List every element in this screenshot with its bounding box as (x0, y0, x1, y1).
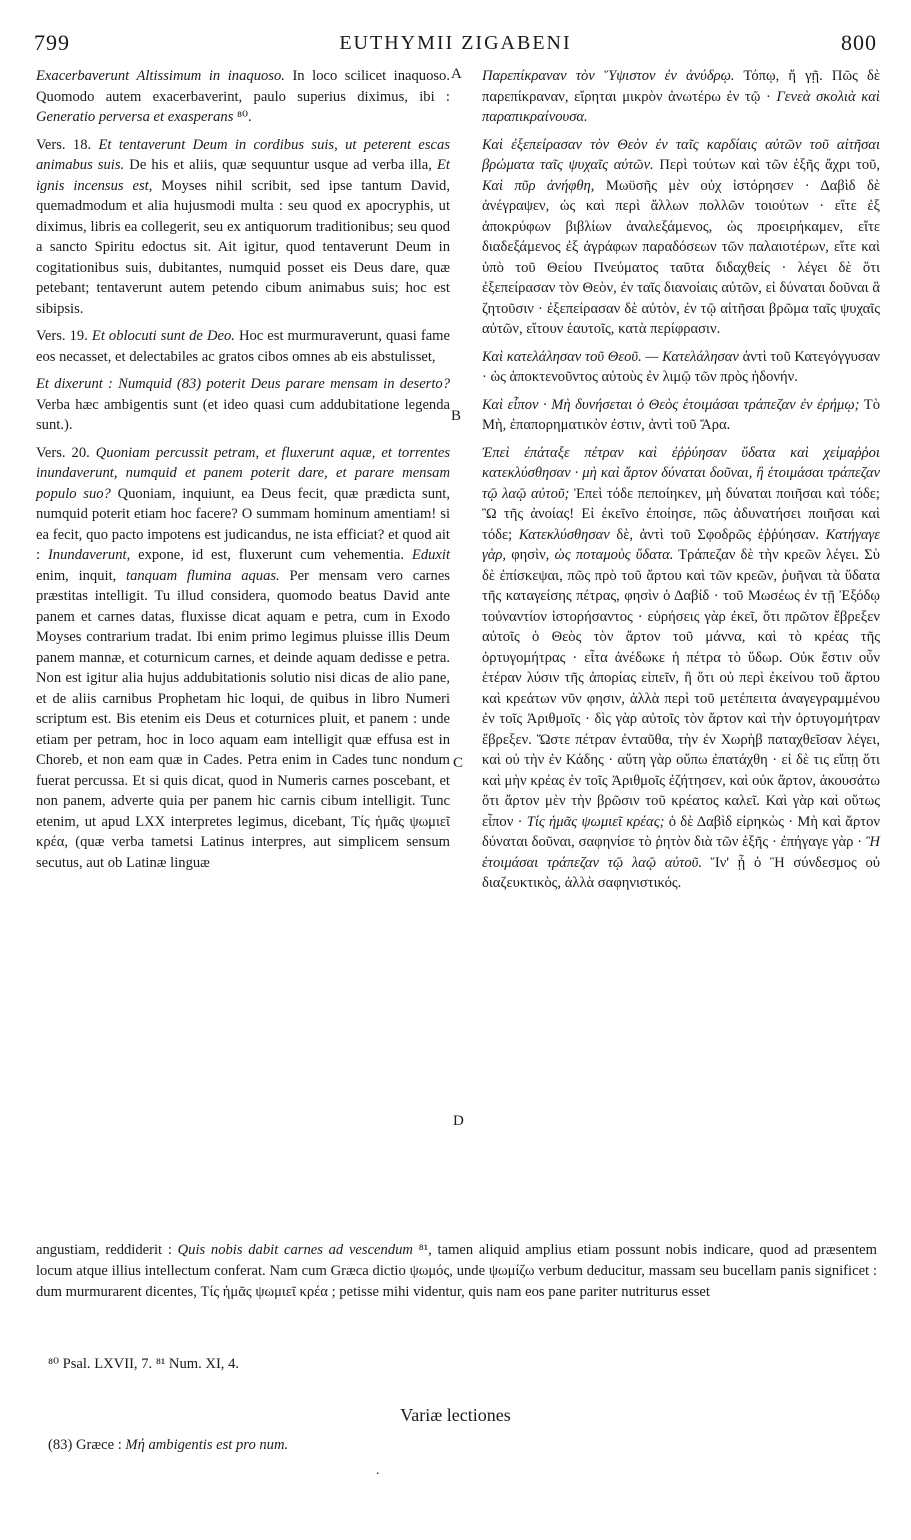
commentary-text: Ἐπεὶ τόδε πεποίηκεν, μὴ δύναται ποιῆσαι καὶ τόδε; Ὢ τῆς ἀνοίας! Εἰ ἐκεῖνο ἐποίησε, πῶς ἀδυνατήσει ποιῆσαι καὶ τόδε; (482, 485, 880, 543)
variae-lectiones-note (48, 1437, 288, 1454)
verse-quote: Et dixerunt : Numquid (83) poterit Deus parare mensam in deserto? (36, 376, 450, 392)
verse-quote: Ἐπεὶ ἐπάταξε πέτραν καὶ ἐῤῥύησαν ὕδατα καὶ χείμαῤῥοι κατεκλύσθησαν · μὴ καὶ ἄρτον δύναται δοῦναι, ἢ ἑτοιμάσαι τράπεζαν τῷ λαῷ αὐτοῦ; (482, 444, 880, 502)
page-number-left: 799 (34, 30, 70, 55)
verse-quote: Inundaverunt (47, 547, 127, 563)
full-width-continuation (36, 1240, 877, 1303)
commentary-text: δὲ, ἀντὶ τοῦ Σφοδρῶς ἐῤῥύησαν. (609, 526, 826, 543)
section-marker-a: A (451, 66, 462, 82)
verse-quote: Καὶ ἐξεπείρασαν τὸν Θεὸν ἐν ταῖς καρδίαις αὐτῶν τοῦ αἰτῆσαι βρώματα ταῖς ψυχαῖς αὐτῶν. (482, 136, 880, 173)
verse-quote: Κατεκλύσθησαν (518, 526, 610, 543)
greek-paragraph-2 (482, 135, 880, 340)
commentary-text: ἀντὶ τοῦ Κατεγόγγυσαν · ὡς ἀποκτενοῦντος αὐτοὺς ἐν λιμῷ τῶν πρὸς ἡδονήν. (482, 348, 880, 385)
latin-paragraph-5 (36, 443, 450, 874)
variant-label: (83) Græce : (48, 1437, 126, 1453)
variae-lectiones-heading: Variæ lectiones (400, 1405, 511, 1425)
verse-label: Vers. 19. (36, 328, 92, 344)
section-marker-b: B (451, 408, 462, 424)
verse-quote: Generatio perversa et exasperans (36, 109, 234, 125)
commentary-text: Hoc est murmuraverunt, quasi fame eos necasset, et delectabiles ac gratos cibos omnes ab eis abstulisset, (36, 328, 450, 365)
verse-quote: tanquam flumina aquas. (126, 567, 280, 584)
latin-column (36, 66, 450, 880)
verse-quote: Quoniam percussit petram, et fluxerunt aquæ, et torrentes inundaverunt, numquid et panem poterit dare, et parare mensam populo suo? (36, 444, 451, 502)
commentary-text: , expone, id est, fluxerunt cum vehementia. (126, 547, 412, 563)
section-marker-c: C (453, 755, 464, 771)
greek-column (482, 66, 880, 901)
verse-quote: Τίς ἡμᾶς ψωμιεῖ κρέας; (526, 813, 665, 830)
verse-quote: Γενεὰ σκολιὰ καὶ παραπικραίνουσα. (482, 88, 880, 125)
verse-quote: Eduxit (411, 547, 451, 563)
commentary-text: Τόπῳ, ἤ γῇ. Πῶς δὲ παρεπίκραναν, εἴρηται μικρὸν ἀνωτέρω ἐν τῷ · (482, 68, 880, 105)
commentary-text: Ἵν' ᾖ ὁ Ἢ σύνδεσμος οὐ διαζευκτικὸς, ἀλλὰ σαφηνιστικός. (482, 854, 881, 891)
commentary-text: , tamen aliquid amplius etiam possunt nobis indicare, quod ad præsentem locum atque illius intellectum conferat. Nam cum Græca dictio ψωμός, unde ψωμίζω verbum deducitur, massam seu bucellam panis significet : dum murmurarent dicentes, Τίς ἡμᾶς ψωμιεῖ κρέα ; petisse mihi videntur, quis nam eos pane pariter nutriturus esset (36, 1242, 877, 1300)
latin-paragraph-4 (36, 374, 450, 436)
commentary-text: ὁ δὲ Δαβὶδ εἰρηκὼς · Μὴ καὶ ἄρτον δύναται δοῦναι, σαφηνίσε τὸ ῥητὸν διὰ τῶν ἑξῆς · ἐπήγαγε γὰρ · (482, 813, 880, 850)
footnote-ref: ⁸¹ (412, 1242, 429, 1258)
verse-quote: Καὶ κατελάλησαν τοῦ Θεοῦ. — Κατελάλησαν (482, 348, 739, 365)
verse-quote: Et oblocuti sunt de Deo. (91, 328, 235, 344)
commentary-text: φησὶν, (506, 547, 555, 563)
greek-paragraph-3 (482, 347, 880, 388)
commentary-text: Per mensam vero carnes præstitas intelligit. Tu illud considera, quomodo beatus David ante panem et carnes datas, fluxisse dicat aquam e petra, cum in Exodo Moyses contrarium tradat. Ibi enim primo legimus pluisse illis Deum panem mannæ, et coturnicum carnes, et deinde aquam dedisse e petra. Non est igitur alia hujus addubitationis solutio nisi dicas de alio pane, et de aliis carnibus Prophetam hic loqui, de quibus in libro Numeri scriptum est. Bis etenim eis Deus et coturnices pluit, et panem : unde etiam per petram, hoc in loco aquam eam intelligit quæ effusa est in Choreb, et non eam quæ in Cades. Petra enim in Cades tunc nondum fuerat percussa. Et si quis dicat, quod in Numeris carnes poscebant, et non panem, adverte quia per panem hic carnis cibum intelligit. Tunc etenim, ut apud LXX interpretes legimus, dicebant, Τίς ἡμᾶς ψωμιεῖ κρέα, (quæ verba tametsi Latinus interpres, aut simplicem sensum secutus, aut ob Latinæ linguæ (36, 567, 450, 871)
verse-quote: Κατήγαγε γὰρ, (482, 526, 880, 563)
verse-quote: Ἢ ἑτοιμάσαι τράπεζαν τῷ λαῷ αὐτοῦ. (482, 834, 880, 871)
greek-paragraph-4 (482, 395, 880, 436)
variant-text: Mή ambigentis est pro num. (125, 1437, 289, 1453)
verse-quote: ὡς ποταμοὺς ὕδατα. (554, 547, 674, 563)
commentary-text: Μωϋσῆς μὲν οὐχ ἱστόρησεν · Δαβὶδ δὲ ἀνέγραψεν, ὡς καὶ περὶ ἄλλων πολλῶν τοιούτων · εἴτε ἐξ ἀποκρύφων βιβλίων ἀναλεξάμενος, ὡς προειρήκαμεν, εἴτε διαδεξάμενος ἐξ ἀγράφων παραδόσεων τῶν παλαιοτέρων, εἴτε καὶ ὑπὸ τοῦ Θείου Πνεύματος ταῦτα διδαχθείς · λέγει δὲ ὅτι ἐξεπείρασαν τὸν Θεὸν, ἐν ταῖς διανοίαις αὐτῶν, εἰ δύναται δοῦναι ἃ ζητοῦσιν · ἐξεπείρασαν δὲ αὐτὸν, ἐν τῷ αἰτῆσαι βρῶμα ταῖς ψυχαῖς αὐτῶν, εἴτουν ἑαυτοῖς, κατὰ περίφρασιν. (482, 177, 880, 337)
page-number-right: 800 (841, 30, 877, 55)
stray-mark: . (376, 1463, 380, 1478)
verse-quote: Quis nobis dabit carnes ad vescendum (177, 1242, 413, 1258)
verse-quote: Καὶ πῦρ ἀνήφθη, (482, 177, 595, 194)
latin-paragraph-2 (36, 135, 450, 320)
footnotes: ⁸⁰ Psal. LXVII, 7. ⁸¹ Num. XI, 4. (48, 1356, 240, 1372)
running-head: EUTHYMII ZIGABENI (339, 32, 572, 54)
verse-quote: Et tentaverunt Deum in cordibus suis, ut peterent escas animabus suis. (36, 136, 451, 173)
commentary-text: enim, inquit, (36, 567, 127, 584)
footnote-ref: ⁸⁰. (233, 109, 252, 125)
commentary-text: In loco scilicet inaquoso. Quomodo autem exacerbaverint, paulo superius diximus, ibi : (36, 68, 450, 105)
greek-paragraph-1 (482, 66, 880, 128)
verse-label: Vers. 18. (36, 136, 99, 153)
commentary-text: Περὶ τούτων καὶ τῶν ἑξῆς ἄχρι τοῦ, (653, 157, 881, 173)
section-marker-d: D (453, 1113, 464, 1129)
page-header (34, 30, 877, 60)
commentary-text: Verba hæc ambigentis sunt (et ideo quasi cum addubitatione legenda sunt.). (36, 396, 450, 433)
verse-quote: Καὶ εἶπον · Μὴ δυνήσεται ὁ Θεὸς ἑτοιμάσαι τράπεζαν ἐν ἐρήμῳ; (482, 396, 860, 413)
commentary-text: angustiam, reddiderit : (36, 1242, 178, 1258)
commentary-text: Quoniam, inquiunt, ea Deus fecit, quæ prædicta sunt, numquid poterit etiam hoc facere? O summam hominum amentiam! si ea fecit, quo pacto impotens est judicandus, ne ista efficiat? et quod ait : (36, 485, 450, 563)
commentary-text: Moyses nihil scribit, sed ipse tantum David, quemadmodum et alia hujusmodi multa : seu quod ex apocryphis, ut diximus, libris ea collegerit, seu ex antiquorum traditionibus; seu quod a sancto Spiritu edoctus sit. Ait igitur, quod tentaverunt Deum in cogitationibus suis, dubitantes, numquid posset eis Deus dare, quæ petebant; tentaverunt autem petendo cibum animabus suis; hoc est sibipsis. (36, 177, 450, 317)
commentary-text: Τράπεζαν δὲ τὴν κρεῶν λέγει. Σὺ δὲ ἐπίσκεψαι, πῶς πρὸ τοῦ ἄρτου καὶ τῶν κρεῶν, ῥυῆναι τὰ ὕδατα τῆς καταγείσης πέτρας, φησὶν ὁ Δαβίδ · τοῦ Μωσέως ἐν τῇ Ἐξόδῳ τοὐναντίον ἱστορήσαντος · εὑρήσεις γὰρ ἐκεῖ, ὅτι πρῶτον ἔβρεξεν αὐτοῖς ὁ Θεὸς τὸν ἄρτον τοῦ μάννα, καὶ τὸ κρέας τῆς ὀρτυγομήτρας · εἶτα ἀνέδωκε ἡ πέτρα τὸ ὕδωρ. Οὐκ ἔστιν οὖν ἑτέραν λύσιν τῆς ἀπορίας εἰπεῖν, ἢ ὅτι οὐ περὶ ἐκείνου τοῦ ἄρτου καὶ κρεάτων νῦν φησιν, ἀλλὰ περὶ τοῦ μετέπειτα ἀναγεγραμμένου ἐν τοῖς Ἀριθμοῖς · δὶς γὰρ αὐτοῖς τὸν ἄρτον καὶ τὴν ὀρτυγομήτραν ἔβρεξεν. Ὥστε πέτραν ἐνταῦθα, τὴν ἐν Χωρὴβ παταχθεῖσαν λέγει, καὶ οὐ τὴν ἐν Κάδης · αὕτη γὰρ οὔπω ἐπατάχθη · εἰ δὲ τις εἴπῃ ὅτι καὶ μὴν κρέας ἐν τοῖς Ἀριθμοῖς ἐζήτησεν, καὶ οὐκ ἄρτον, ἀκουσάτω ὅτι ἄρτον μὲν τὴν βρῶσιν τοῦ κρέατος καλεῖ. Καὶ γὰρ καὶ οὕτως εἶπον · (482, 547, 880, 830)
commentary-text: Τὸ Μὴ, ἐπαπορηματικὸν ἐστιν, ἀντὶ τοῦ Ἄρα. (482, 396, 880, 433)
verse-quote: Exacerbaverunt Altissimum in inaquoso. (36, 68, 285, 84)
commentary-text: De his et aliis, quæ sequuntur usque ad verba illa, (124, 157, 438, 173)
verse-quote: Παρεπίκραναν τὸν Ὕψιστον ἐν ἀνύδρῳ. (482, 68, 735, 84)
latin-paragraph-1 (36, 66, 450, 128)
greek-paragraph-5 (482, 443, 880, 894)
verse-label: Vers. 20. (36, 444, 96, 461)
latin-paragraph-3 (36, 326, 450, 367)
verse-quote: Et ignis incensus est, (36, 157, 450, 194)
